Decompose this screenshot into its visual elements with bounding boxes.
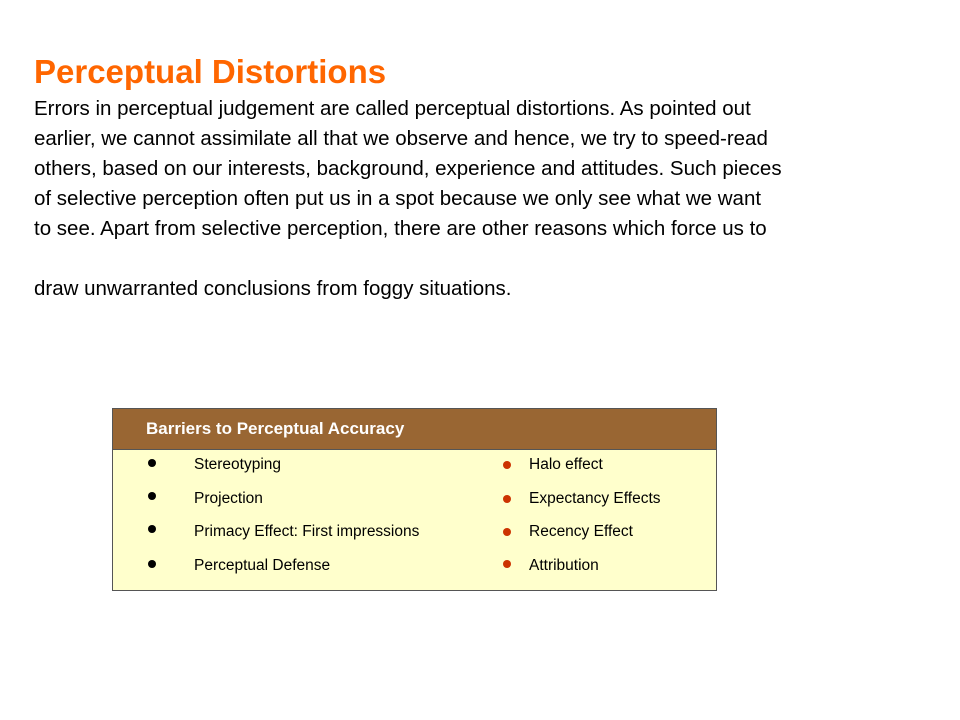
body-paragraph: [34, 94, 934, 304]
bullet-icon: [148, 560, 156, 568]
bullet-icon: [148, 459, 156, 467]
body-line: of selective perception often put us in a spot because we only see what we want: [34, 187, 762, 210]
bullet-icon: [503, 528, 511, 536]
barrier-item-recency-effect: Recency Effect: [529, 523, 633, 540]
barriers-panel: [112, 408, 717, 591]
body-line: earlier, we cannot assimilate all that we observe and hence, we try to speed-read: [34, 127, 768, 150]
bullet-icon: [148, 492, 156, 500]
bullet-icon: [148, 525, 156, 533]
barrier-item-attribution: Attribution: [529, 557, 599, 574]
slide-title: Perceptual Distortions: [34, 53, 387, 90]
barriers-header: Barriers to Perceptual Accuracy: [113, 409, 716, 450]
bullet-icon: [503, 495, 511, 503]
barrier-item-primacy-effect: Primacy Effect: First impressions: [194, 523, 420, 540]
barrier-item-perceptual-defense: Perceptual Defense: [194, 557, 331, 574]
body-line: others, based on our interests, background, experience and attitudes. Such pieces: [34, 157, 782, 180]
barrier-item-projection: Projection: [194, 490, 263, 507]
body-line: draw unwarranted conclusions from foggy situations.: [34, 277, 512, 300]
barrier-item-expectancy-effects: Expectancy Effects: [529, 490, 661, 507]
barrier-item-halo-effect: Halo effect: [529, 456, 603, 473]
body-line: Errors in perceptual judgement are called perceptual distortions. As pointed out: [34, 97, 751, 120]
body-line: to see. Apart from selective perception, there are other reasons which force us to: [34, 217, 767, 240]
bullet-icon: [503, 461, 511, 469]
barrier-item-stereotyping: Stereotyping: [194, 456, 282, 473]
bullet-icon: [503, 560, 511, 568]
